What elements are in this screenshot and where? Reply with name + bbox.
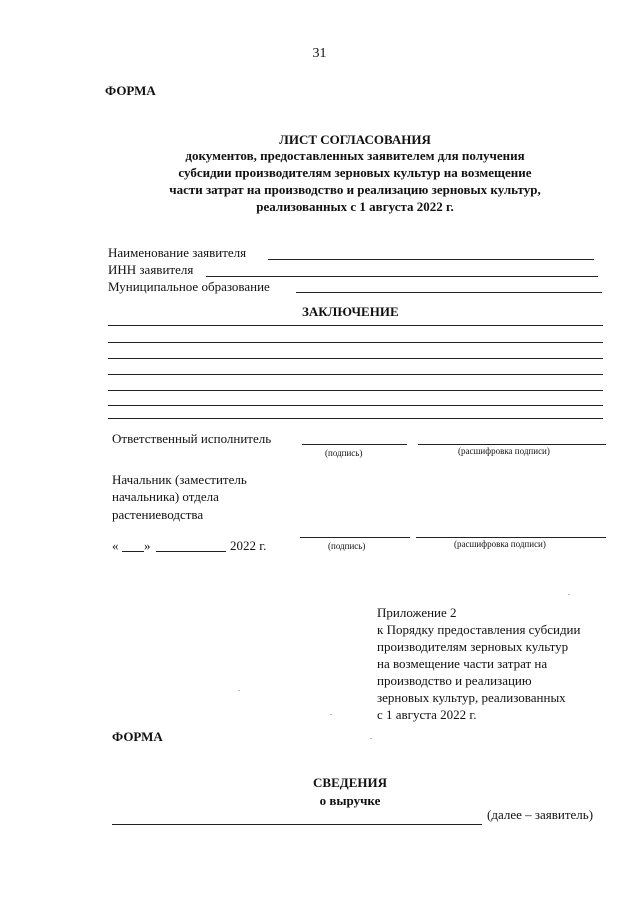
- head-label-line-2: начальника) отдела: [112, 489, 219, 504]
- page-number: 31: [312, 46, 327, 61]
- conclusion-line[interactable]: [108, 405, 603, 406]
- revenue-subtitle: о выручке: [319, 793, 381, 808]
- responsible-decoding-field[interactable]: [418, 444, 606, 445]
- head-signature-field[interactable]: [300, 537, 410, 538]
- head-decoding-field[interactable]: [416, 537, 606, 538]
- head-label-line-3: растениеводства: [112, 507, 204, 522]
- subtitle-line-3: части затрат на производство и реализацию зерновых культур,: [169, 182, 541, 197]
- date-quote-open: «: [112, 538, 119, 553]
- inn-field[interactable]: [206, 276, 598, 277]
- conclusion-line[interactable]: [108, 374, 603, 375]
- conclusion-line[interactable]: [108, 418, 603, 419]
- conclusion-line[interactable]: [108, 325, 603, 326]
- appendix-line-4: на возмещение части затрат на: [377, 656, 548, 671]
- decoding-caption: (расшифровка подписи): [458, 446, 550, 456]
- scan-speck: [238, 690, 240, 691]
- municipality-label: Муниципальное образование: [108, 279, 270, 294]
- responsible-executor-label: Ответственный исполнитель: [112, 431, 272, 446]
- head-label-line-1: Начальник (заместитель: [112, 472, 247, 487]
- subtitle-line-2: субсидии производителям зерновых культур на возмещение: [178, 165, 532, 180]
- municipality-field[interactable]: [296, 292, 602, 293]
- revenue-title: СВЕДЕНИЯ: [313, 775, 387, 790]
- date-year: 2022 г.: [230, 538, 267, 553]
- date-quote-close: »: [144, 538, 151, 553]
- appendix-line-2: к Порядку предоставления субсидии: [377, 622, 581, 637]
- decoding-caption: (расшифровка подписи): [454, 539, 546, 549]
- applicant-field[interactable]: [112, 824, 482, 825]
- date-month-field[interactable]: [156, 551, 226, 552]
- conclusion-line[interactable]: [108, 342, 603, 343]
- applicant-name-label: Наименование заявителя: [108, 245, 247, 260]
- subtitle-line-1: документов, предоставленных заявителем для получения: [185, 148, 525, 163]
- signature-caption: (подпись): [328, 541, 366, 551]
- appendix-line-5: производство и реализацию: [377, 673, 532, 688]
- conclusion-line[interactable]: [108, 358, 603, 359]
- document-title: ЛИСТ СОГЛАСОВАНИЯ: [279, 132, 431, 147]
- appendix-line-1: Приложение 2: [377, 605, 457, 620]
- appendix-line-7: с 1 августа 2022 г.: [377, 707, 477, 722]
- applicant-name-field[interactable]: [268, 259, 594, 260]
- scan-speck: [568, 594, 570, 595]
- inn-label: ИНН заявителя: [108, 262, 194, 277]
- conclusion-line[interactable]: [108, 390, 603, 391]
- appendix-line-3: производителям зерновых культур: [377, 639, 569, 654]
- conclusion-heading: ЗАКЛЮЧЕНИЕ: [302, 304, 399, 319]
- scan-speck: [330, 714, 332, 715]
- appendix-line-6: зерновых культур, реализованных: [377, 690, 566, 705]
- form-label: ФОРМА: [105, 83, 156, 98]
- date-day-field[interactable]: [122, 551, 144, 552]
- responsible-signature-field[interactable]: [302, 444, 407, 445]
- signature-caption: (подпись): [325, 448, 363, 458]
- applicant-suffix: (далее – заявитель): [487, 807, 594, 822]
- subtitle-line-4: реализованных с 1 августа 2022 г.: [256, 199, 454, 214]
- scan-speck: [370, 738, 372, 739]
- form-label: ФОРМА: [112, 729, 163, 744]
